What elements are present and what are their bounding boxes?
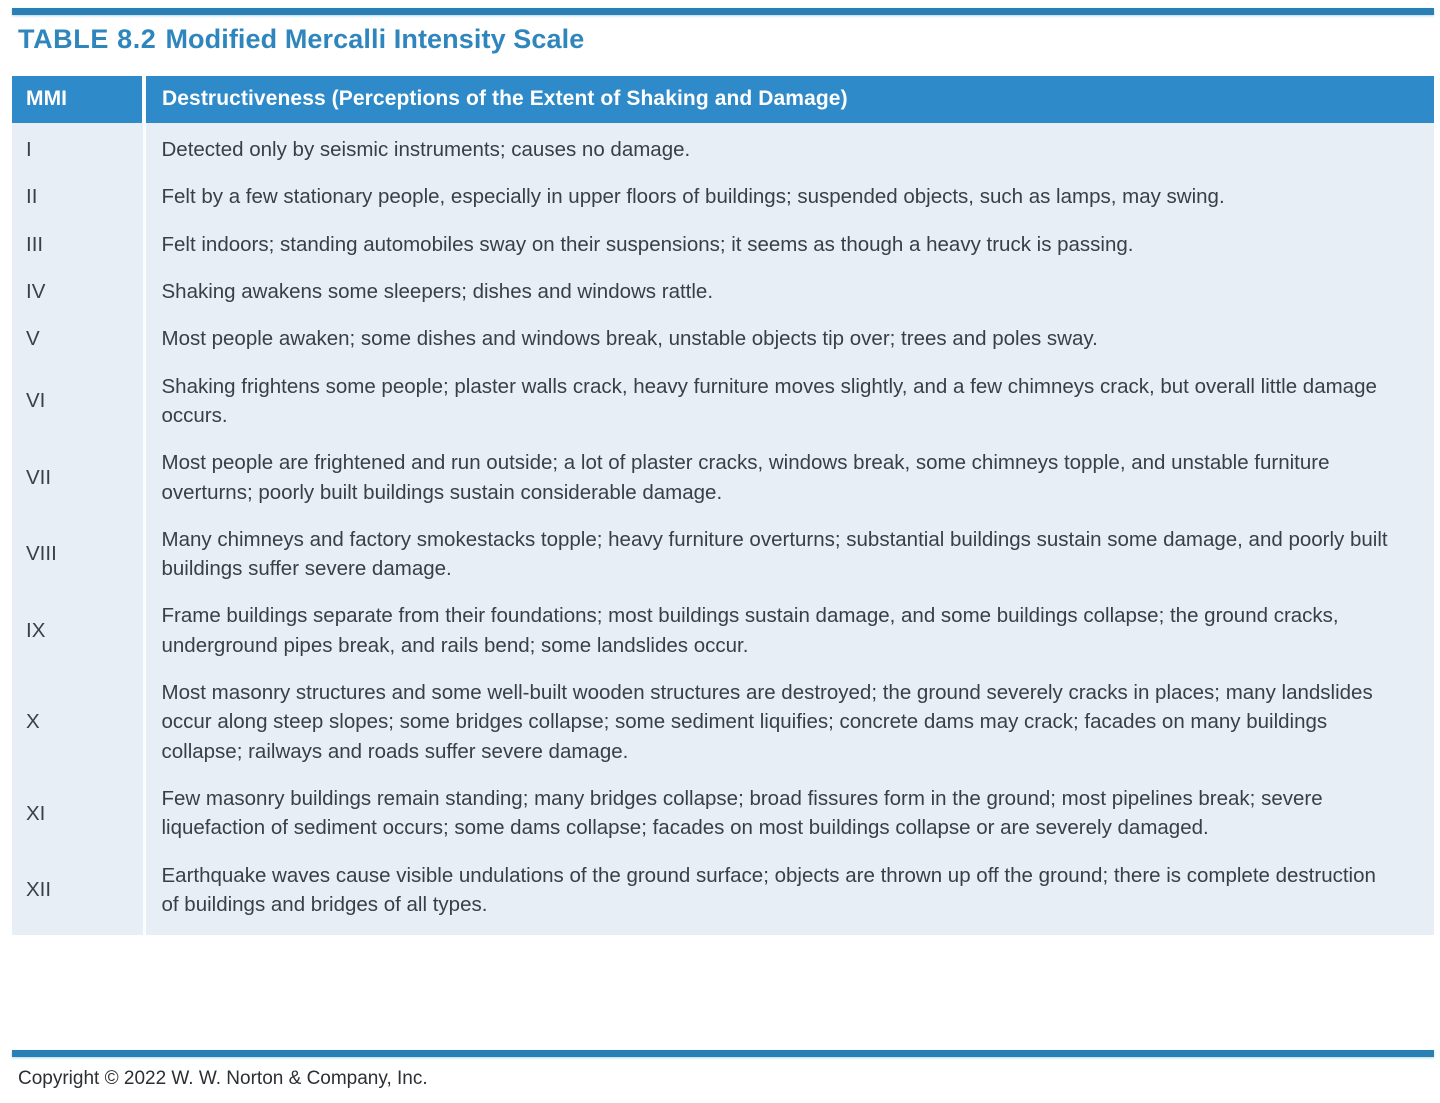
column-header-mmi: MMI	[12, 76, 144, 123]
cell-mmi: VI	[12, 363, 144, 440]
top-accent-rule	[12, 8, 1434, 15]
table-row	[12, 315, 1434, 362]
table-row	[12, 439, 1434, 516]
table-row	[12, 775, 1434, 852]
cell-mmi: VII	[12, 439, 144, 516]
table-row	[12, 123, 1434, 173]
cell-mmi: IX	[12, 592, 144, 669]
cell-description: Most people are frightened and run outside; a lot of plaster cracks, windows break, some chimneys topple, and unstable furniture overturns; poorly built buildings sustain considerable damage.	[144, 439, 1434, 516]
table-row	[12, 363, 1434, 440]
cell-mmi: II	[12, 173, 144, 220]
cell-mmi: XI	[12, 775, 144, 852]
table-row	[12, 268, 1434, 315]
copyright-notice: Copyright © 2022 W. W. Norton & Company, Inc.	[18, 1068, 428, 1089]
cell-description: Many chimneys and factory smokestacks topple; heavy furniture overturns; substantial buildings sustain some damage, and poorly built buildings suffer severe damage.	[144, 516, 1434, 593]
cell-description: Shaking frightens some people; plaster walls crack, heavy furniture moves slightly, and a few chimneys crack, but overall little damage occurs.	[144, 363, 1434, 440]
cell-mmi: V	[12, 315, 144, 362]
cell-mmi: VIII	[12, 516, 144, 593]
cell-mmi: XII	[12, 852, 144, 936]
bottom-accent-rule	[12, 1050, 1434, 1057]
cell-description: Felt indoors; standing automobiles sway on their suspensions; it seems as though a heavy truck is passing.	[144, 221, 1434, 268]
table-number: TABLE 8.2	[18, 24, 157, 54]
table-row	[12, 852, 1434, 936]
cell-description: Frame buildings separate from their foundations; most buildings sustain damage, and some buildings collapse; the ground cracks, underground pipes break, and rails bend; some landslides occur.	[144, 592, 1434, 669]
cell-mmi: IV	[12, 268, 144, 315]
cell-description: Shaking awakens some sleepers; dishes and windows rattle.	[144, 268, 1434, 315]
table-row	[12, 592, 1434, 669]
cell-description: Most people awaken; some dishes and windows break, unstable objects tip over; trees and poles sway.	[144, 315, 1434, 362]
page-title: Modified Mercalli Intensity Scale	[165, 24, 585, 54]
table-row	[12, 221, 1434, 268]
cell-description: Most masonry structures and some well-built wooden structures are destroyed; the ground severely cracks in places; many landslides occur along steep slopes; some bridges collapse; some sediment liquifies; concrete dams may crack; facades on many buildings collapse; railways and roads suffer severe damage.	[144, 669, 1434, 775]
cell-description: Detected only by seismic instruments; causes no damage.	[144, 123, 1434, 173]
cell-mmi: III	[12, 221, 144, 268]
table-row	[12, 669, 1434, 775]
cell-description: Felt by a few stationary people, especially in upper floors of buildings; suspended objects, such as lamps, may swing.	[144, 173, 1434, 220]
cell-description: Earthquake waves cause visible undulations of the ground surface; objects are thrown up off the ground; there is complete destruction of buildings and bridges of all types.	[144, 852, 1434, 936]
table-container	[12, 76, 1434, 935]
table-row	[12, 516, 1434, 593]
cell-description: Few masonry buildings remain standing; many bridges collapse; broad fissures form in the ground; most pipelines break; severe liquefaction of sediment occurs; some dams collapse; facades on most buildings collapse or are severely damaged.	[144, 775, 1434, 852]
table-row	[12, 173, 1434, 220]
table-header-row	[12, 76, 1434, 123]
column-header-destructiveness: Destructiveness (Perceptions of the Extent of Shaking and Damage)	[144, 76, 1434, 123]
mmi-table	[12, 76, 1434, 935]
cell-mmi: X	[12, 669, 144, 775]
cell-mmi: I	[12, 123, 144, 173]
table-caption	[18, 24, 584, 55]
table-body	[12, 123, 1434, 935]
table-header	[12, 76, 1434, 123]
